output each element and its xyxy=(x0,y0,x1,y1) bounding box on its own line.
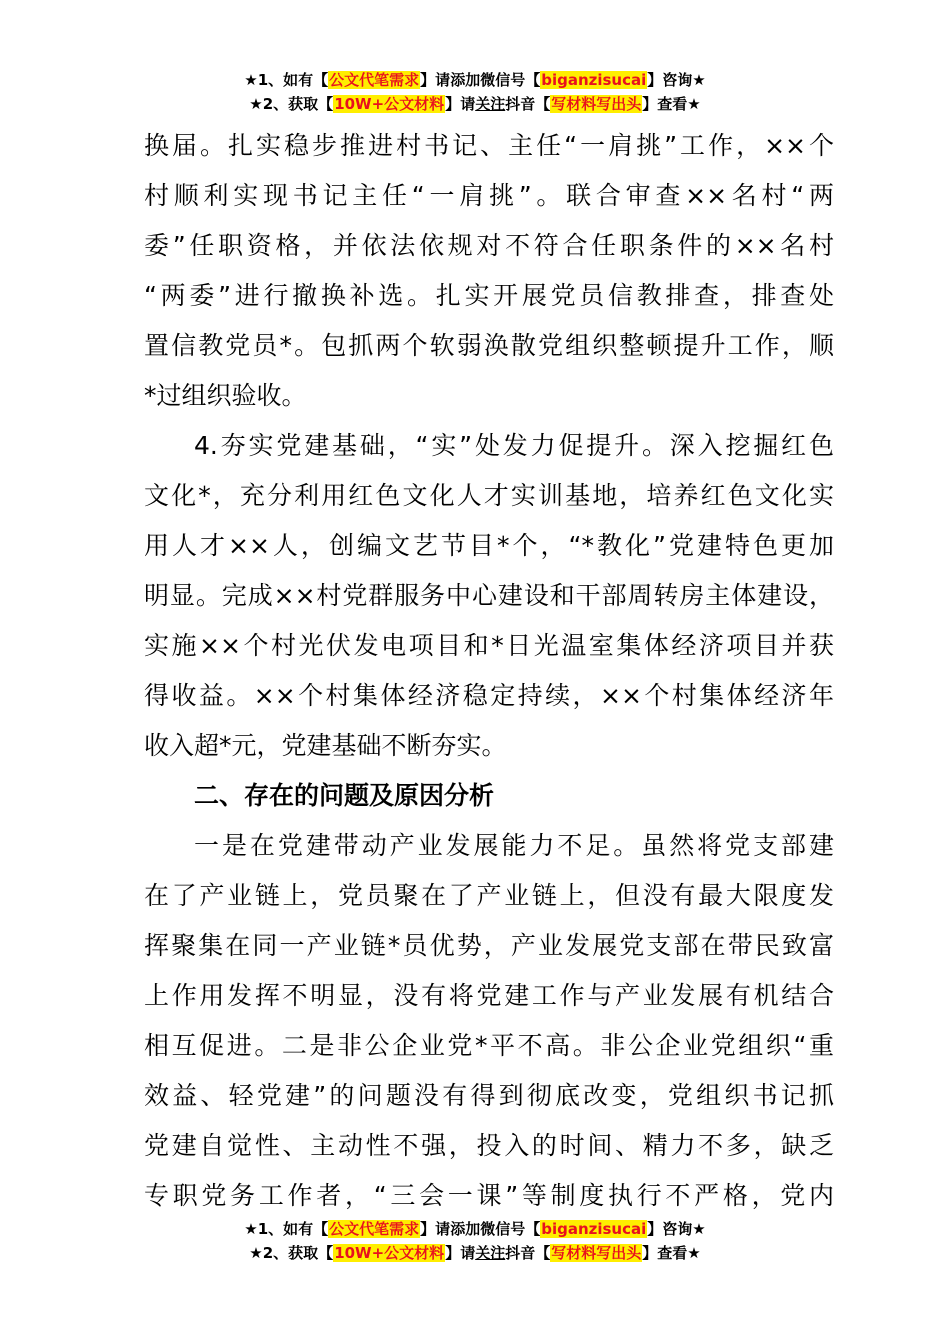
promo-highlight: 10W+公文材料 xyxy=(334,95,445,113)
promo-emphasis: 添加 xyxy=(450,71,481,89)
promo-line-2: ★2、获取【10W+公文材料】请关注抖音【写材料写出头】查看★ xyxy=(249,1244,701,1262)
text-line: 党建自觉性、主动性不强，投入的时间、精力不多，缺乏 xyxy=(144,1131,834,1160)
text-line: 委”任职资格，并依法依规对不符合任职条件的××名村 xyxy=(144,231,834,260)
text-line: 文化*，充分利用红色文化人才实训基地，培养红色文化实 xyxy=(144,481,834,510)
text-line: “两委”进行撤换补选。扎实开展党员信教排查，排查处 xyxy=(144,281,834,310)
promo-highlight: 公文代笔需求 xyxy=(329,71,420,89)
promo-banner-bottom xyxy=(0,1218,950,1266)
text-line: 挥聚集在同一产业链*员优势，产业发展党支部在带民致富 xyxy=(144,931,834,960)
promo-highlight: 写材料写出头 xyxy=(551,1244,642,1262)
promo-emphasis: 关注 xyxy=(475,95,506,113)
text-line: 相互促进。二是非公企业党*平不高。非公企业党组织“重 xyxy=(144,1031,834,1060)
text-line: 置信教党员*。包抓两个软弱涣散党组织整顿提升工作，顺 xyxy=(144,331,834,360)
promo-highlight: biganzisucai xyxy=(541,1220,647,1238)
text-line: 专职党务工作者，“三会一课”等制度执行不严格，党内 xyxy=(144,1181,834,1210)
promo-line-2: ★2、获取【10W+公文材料】请关注抖音【写材料写出头】查看★ xyxy=(249,95,701,113)
text-line: 收入超*元，党建基础不断夯实。 xyxy=(144,731,507,760)
text-line: 一是在党建带动产业发展能力不足。虽然将党支部建 xyxy=(194,831,834,860)
promo-line-1: ★1、如有【公文代笔需求】请添加微信号【biganzisucai】咨询★ xyxy=(244,1220,706,1238)
text-line: 明显。完成××村党群服务中心建设和干部周转房主体建设， xyxy=(144,581,834,610)
promo-emphasis: 添加 xyxy=(450,1220,481,1238)
text-line: 4.夯实党建基础，“实”处发力促提升。深入挖掘红色 xyxy=(194,431,834,460)
text-line: 换届。扎实稳步推进村书记、主任“一肩挑”工作，××个 xyxy=(144,131,834,160)
text-line: 效益、轻党建”的问题没有得到彻底改变，党组织书记抓 xyxy=(144,1081,834,1110)
text-line: 在了产业链上，党员聚在了产业链上，但没有最大限度发 xyxy=(144,881,834,910)
promo-highlight: 10W+公文材料 xyxy=(334,1244,445,1262)
promo-emphasis: 关注 xyxy=(475,1244,506,1262)
section-heading: 二、存在的问题及原因分析 xyxy=(194,781,495,810)
promo-highlight: 写材料写出头 xyxy=(551,95,642,113)
document-body xyxy=(144,121,834,1221)
promo-banner-top xyxy=(0,69,950,117)
promo-line-1: ★1、如有【公文代笔需求】请添加微信号【biganzisucai】咨询★ xyxy=(244,71,706,89)
text-line: 上作用发挥不明显，没有将党建工作与产业发展有机结合 xyxy=(144,981,834,1010)
text-line: 村顺利实现书记主任“一肩挑”。联合审查××名村“两 xyxy=(144,181,834,210)
promo-highlight: 公文代笔需求 xyxy=(329,1220,420,1238)
text-line: 得收益。××个村集体经济稳定持续，××个村集体经济年 xyxy=(144,681,834,710)
text-line: 实施××个村光伏发电项目和*日光温室集体经济项目并获 xyxy=(144,631,834,660)
promo-highlight: biganzisucai xyxy=(541,71,647,89)
text-line: *过组织验收。 xyxy=(144,381,307,410)
text-line: 用人才××人，创编文艺节目*个，“*教化”党建特色更加 xyxy=(144,531,834,560)
